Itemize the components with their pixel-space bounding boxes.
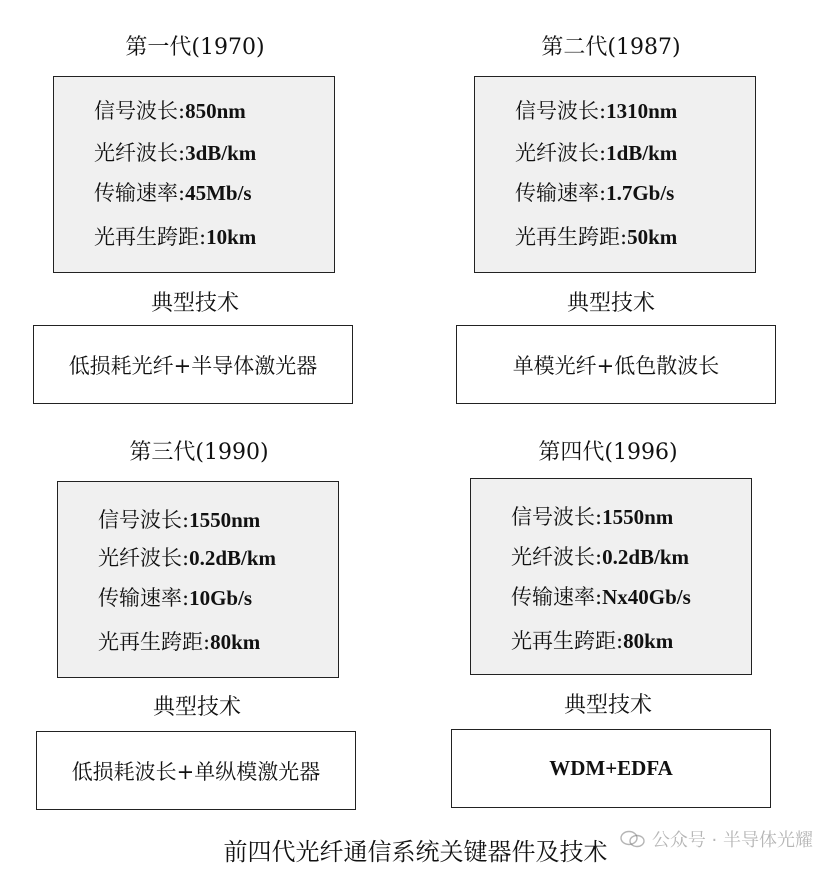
spec-value: 1550nm bbox=[602, 505, 674, 529]
spec-value: 80km bbox=[623, 629, 674, 653]
spec-label: 光再生跨距: bbox=[515, 225, 628, 249]
gen1-spec-box bbox=[53, 76, 335, 273]
gen4-title: 第四代(1996) bbox=[538, 440, 678, 465]
gen2-spec-signal-wavelength bbox=[515, 95, 677, 125]
gen4-spec-fiber-loss bbox=[511, 541, 689, 571]
gen1-spec-fiber-loss bbox=[94, 137, 256, 167]
spec-label: 光再生跨距: bbox=[511, 629, 624, 653]
spec-value: Nx40Gb/s bbox=[602, 585, 691, 609]
spec-label: 信号波长: bbox=[98, 508, 190, 532]
spec-value: 3dB/km bbox=[185, 141, 257, 165]
spec-label: 光纤波长: bbox=[515, 141, 607, 165]
gen3-spec-span bbox=[98, 626, 260, 656]
spec-value: 1dB/km bbox=[606, 141, 678, 165]
gen2-title: 第二代(1987) bbox=[541, 35, 681, 60]
gen4-spec-rate bbox=[511, 581, 691, 611]
wechat-icon bbox=[620, 830, 646, 848]
watermark-text: 公众号 · 半导体光耀 bbox=[651, 830, 813, 851]
spec-label: 传输速率: bbox=[515, 181, 607, 205]
figure-caption: 前四代光纤通信系统关键器件及技术 bbox=[223, 838, 608, 866]
spec-label: 传输速率: bbox=[98, 586, 190, 610]
spec-label: 光纤波长: bbox=[98, 546, 190, 570]
gen1-tech-box: 低损耗光纤+半导体激光器 bbox=[33, 325, 353, 404]
spec-value: 0.2dB/km bbox=[602, 545, 690, 569]
gen1-title: 第一代(1970) bbox=[125, 35, 265, 60]
spec-label: 信号波长: bbox=[511, 505, 603, 529]
spec-label: 信号波长: bbox=[94, 99, 186, 123]
spec-label: 传输速率: bbox=[511, 585, 603, 609]
spec-value: 0.2dB/km bbox=[189, 546, 277, 570]
gen2-spec-span bbox=[515, 221, 677, 251]
gen1-spec-signal-wavelength bbox=[94, 95, 246, 125]
gen1-tech-heading: 典型技术 bbox=[150, 291, 239, 316]
gen2-tech-heading: 典型技术 bbox=[566, 291, 655, 316]
gen4-spec-signal-wavelength bbox=[511, 501, 673, 531]
gen3-spec-fiber-loss bbox=[98, 542, 276, 572]
gen4-tech-heading: 典型技术 bbox=[563, 693, 652, 718]
gen3-spec-rate bbox=[98, 582, 252, 612]
spec-value: 80km bbox=[210, 630, 261, 654]
gen3-title: 第三代(1990) bbox=[129, 440, 269, 465]
spec-value: 850nm bbox=[185, 99, 246, 123]
gen2-spec-box bbox=[474, 76, 756, 273]
watermark bbox=[620, 826, 813, 852]
spec-value: 10km bbox=[206, 225, 257, 249]
spec-value: 45Mb/s bbox=[185, 181, 252, 205]
spec-label: 光纤波长: bbox=[94, 141, 186, 165]
gen2-tech-box: 单模光纤+低色散波长 bbox=[456, 325, 776, 404]
gen1-spec-rate bbox=[94, 177, 252, 207]
spec-value: 50km bbox=[627, 225, 678, 249]
spec-value: 10Gb/s bbox=[189, 586, 253, 610]
spec-label: 光再生跨距: bbox=[94, 225, 207, 249]
gen2-spec-fiber-loss bbox=[515, 137, 677, 167]
spec-label: 光纤波长: bbox=[511, 545, 603, 569]
spec-label: 传输速率: bbox=[94, 181, 186, 205]
spec-value: 1550nm bbox=[189, 508, 261, 532]
gen4-spec-span bbox=[511, 625, 673, 655]
gen4-tech-box: WDM+EDFA bbox=[451, 729, 771, 808]
spec-value: 1.7Gb/s bbox=[606, 181, 675, 205]
gen4-spec-box bbox=[470, 478, 752, 675]
gen1-spec-span bbox=[94, 221, 256, 251]
spec-value: 1310nm bbox=[606, 99, 678, 123]
gen3-tech-box: 低损耗波长+单纵模激光器 bbox=[36, 731, 356, 810]
spec-label: 信号波长: bbox=[515, 99, 607, 123]
gen2-spec-rate bbox=[515, 177, 674, 207]
spec-label: 光再生跨距: bbox=[98, 630, 211, 654]
gen3-spec-box bbox=[57, 481, 339, 678]
gen3-tech-heading: 典型技术 bbox=[152, 695, 241, 720]
gen3-spec-signal-wavelength bbox=[98, 504, 260, 534]
